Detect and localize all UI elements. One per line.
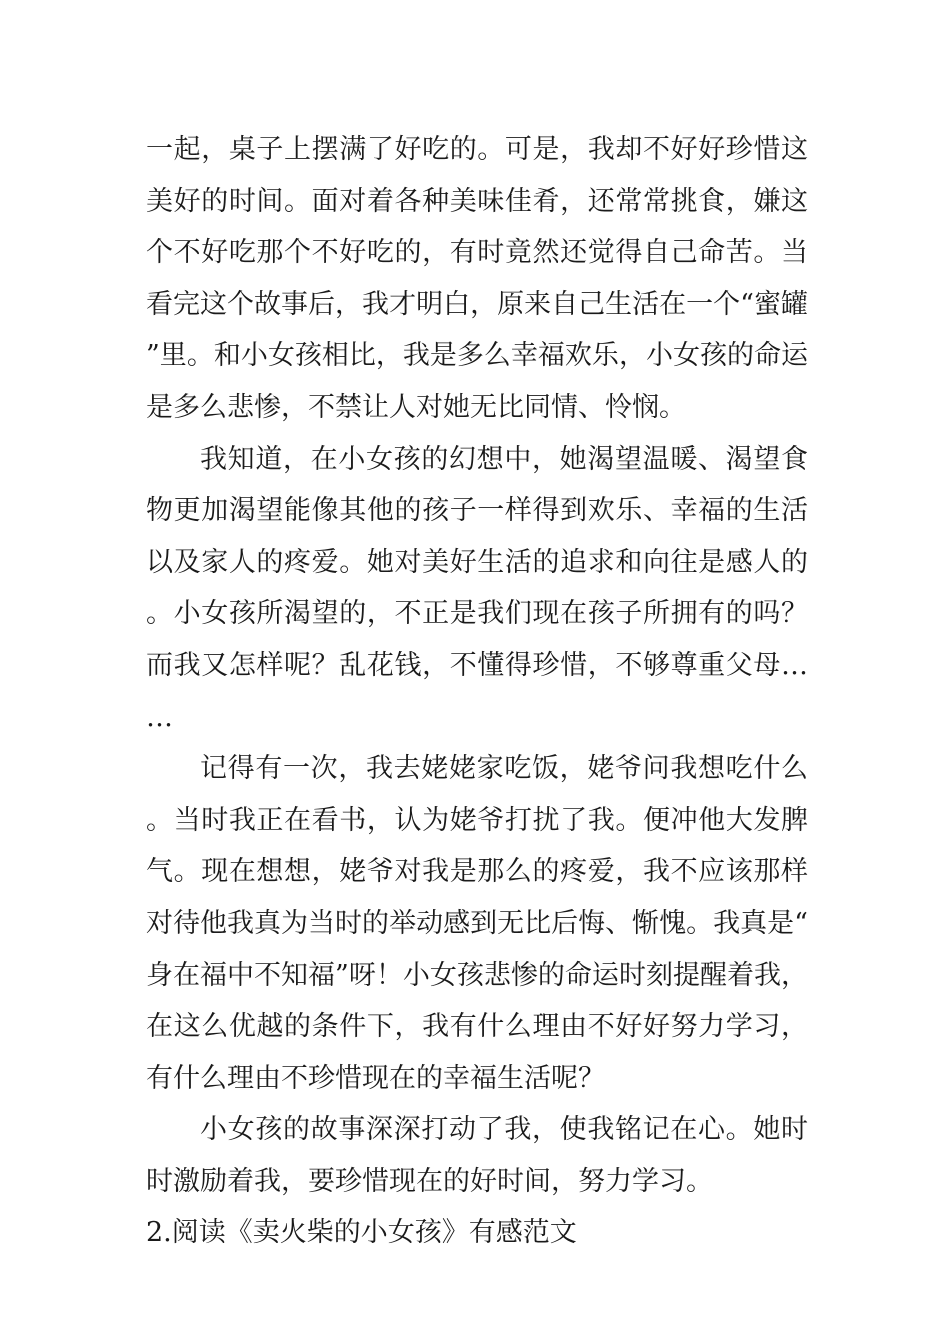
paragraph-3: 记得有一次，我去姥姥家吃饭，姥爷问我想吃什么。当时我正在看书，认为姥爷打扰了我。便冲他大发脾气。现在想想，姥爷对我是那么的疼爱，我不应该那样对待他我真为当时的举动感到无比后悔、惭愧。我真是“身在福中不知福”呀！小女孩悲惨的命运时刻提醒着我，在这么优越的条件下，我有什么理由不好好努力学习，有什么理由不珍惜现在的幸福生活呢？	[146, 753, 808, 1094]
paragraph-1: 一起，桌子上摆满了好吃的。可是，我却不好好珍惜这美好的时间。面对着各种美味佳肴，还常常挑食，嫌这个不好吃那个不好吃的，有时竟然还觉得自己命苦。当看完这个故事后，我才明白，原来自己生活在一个“蜜罐”里。和小女孩相比，我是多么幸福欢乐，小女孩的命运是多么悲惨，不禁让人对她无比同情、怜悯。	[146, 134, 808, 423]
section-heading: 2.阅读《卖火柴的小女孩》有感范文	[146, 1217, 577, 1249]
document-body	[146, 124, 808, 1259]
paragraph-2: 我知道，在小女孩的幻想中，她渴望温暖、渴望食物更加渴望能像其他的孩子一样得到欢乐、幸福的生活以及家人的疼爱。她对美好生活的追求和向往是感人的。小女孩所渴望的，不正是我们现在孩子所拥有的吗？而我又怎样呢？乱花钱，不懂得珍惜，不够尊重父母……	[146, 443, 808, 733]
paragraph-4: 小女孩的故事深深打动了我，使我铭记在心。她时时激励着我，要珍惜现在的好时间，努力学习。	[146, 1114, 808, 1197]
